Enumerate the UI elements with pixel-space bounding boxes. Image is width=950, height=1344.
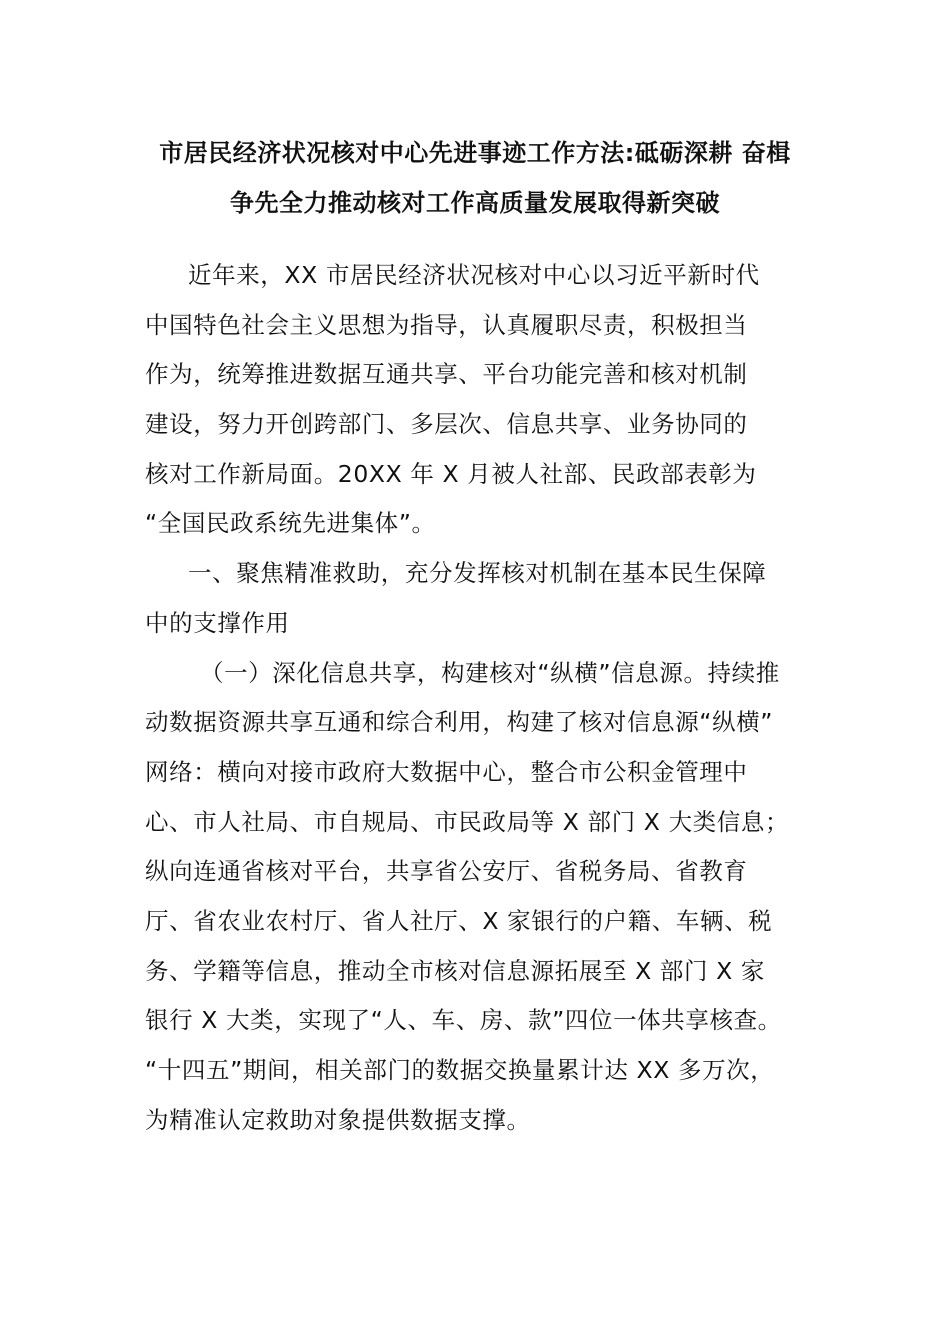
paragraph-intro-line: 作为，统筹推进数据互通共享、平台功能完善和核对机制 [145,360,748,389]
paragraph-intro-line: 核对工作新局面。20XX 年 X 月被人社部、民政部表彰为 [145,459,757,488]
subsection-paragraph-line: 心、市人社局、市自规局、市民政局等 X 部门 X 大类信息； [145,807,790,836]
subsection-paragraph-line: （一）深化信息共享，构建核对“纵横”信息源。持续推 [200,658,780,687]
subsection-paragraph-line: 纵向连通省核对平台，共享省公安厅、省税务局、省教育 [145,857,748,886]
subsection-paragraph-line: 务、学籍等信息，推动全市核对信息源拓展至 X 部门 X 家 [145,956,765,985]
section-heading-line: 中的支撑作用 [145,608,290,637]
paragraph-intro-line: 近年来，XX 市居民经济状况核对中心以习近平新时代 [188,261,760,289]
subsection-paragraph-line: 为精准认定救助对象提供数据支撑。 [145,1105,531,1134]
paragraph-intro-line: 中国特色社会主义思想为指导，认真履职尽责，积极担当 [145,310,748,339]
paragraph-intro-line: 建设，努力开创跨部门、多层次、信息共享、业务协同的 [145,410,748,439]
paragraph-intro-line: “全国民政系统先进集体”。 [145,509,436,538]
subsection-paragraph-line: 银行 X 大类，实现了“人、车、房、款”四位一体共享核查。 [145,1006,782,1035]
subsection-paragraph-line: 厅、省农业农村厅、省人社厅、X 家银行的户籍、车辆、税 [145,906,773,935]
subsection-paragraph-line: 动数据资源共享互通和综合利用，构建了核对信息源“纵横” [145,708,774,737]
subsection-paragraph-line: 网络：横向对接市政府大数据中心，整合市公积金管理中 [145,757,748,786]
subsection-paragraph-line: “十四五”期间，相关部门的数据交换量累计达 XX 多万次， [145,1056,775,1084]
title-line-1: 市居民经济状况核对中心先进事迹工作方法:砥砺深耕 奋楫 [159,139,791,167]
document-body [145,251,815,1145]
document-title [140,128,810,228]
section-heading-line: 一、聚焦精准救助，充分发挥核对机制在基本民生保障 [188,559,767,588]
title-line-2: 争先全力推动核对工作高质量发展取得新突破 [230,189,720,217]
